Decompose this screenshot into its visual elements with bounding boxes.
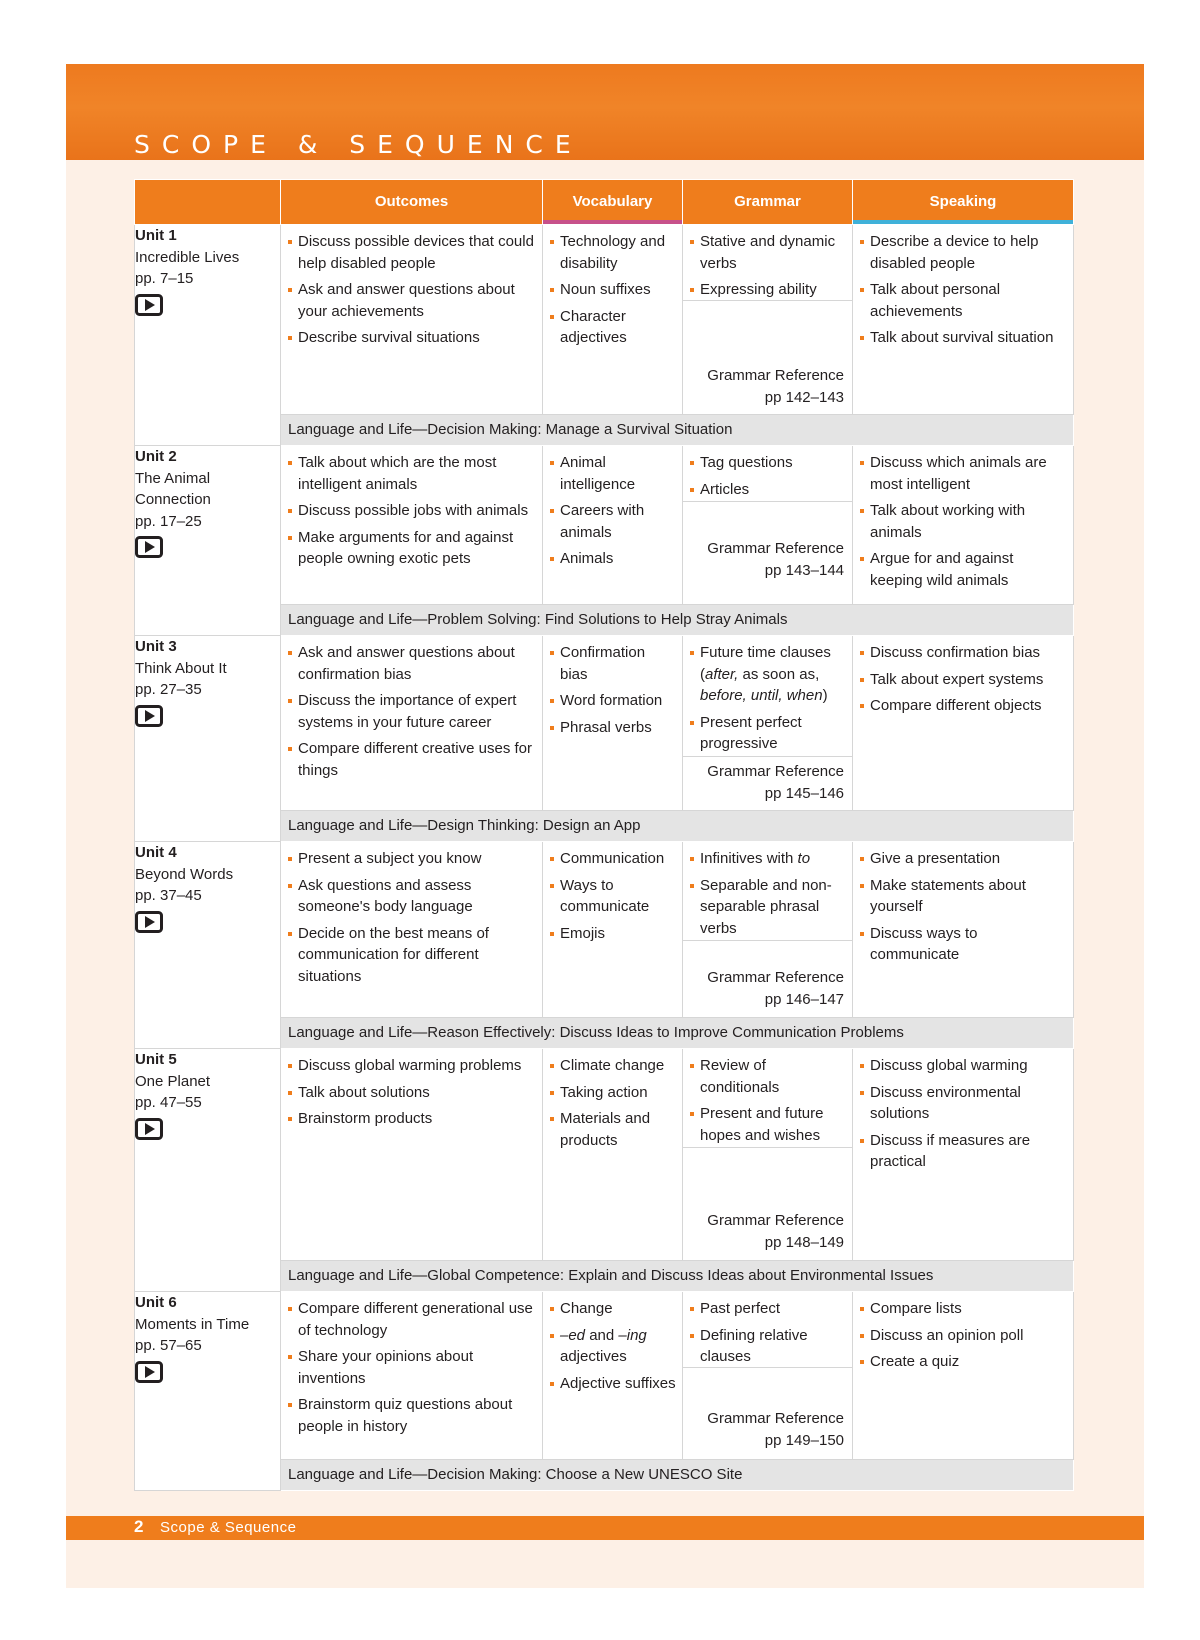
list-item: Word formation [549, 690, 676, 712]
video-play-icon[interactable] [135, 294, 163, 316]
list-item: Communication [549, 848, 676, 870]
list-item: Animal intelligence [549, 452, 676, 495]
speaking-cell [853, 1049, 1074, 1261]
grammar-cell [683, 1292, 853, 1460]
unit-name: Think About It [135, 659, 227, 677]
unit-pages: pp. 27–35 [135, 681, 202, 698]
unit-cell [135, 225, 281, 446]
unit-pages: pp. 7–15 [135, 270, 194, 287]
speaking-cell [853, 1292, 1074, 1460]
unit-row [135, 842, 1074, 1018]
language-and-life-text: Language and Life—Reason Effectively: Discuss Ideas to Improve Communication Problems [281, 1018, 1074, 1049]
list-item: Ask and answer questions about your achievements [287, 279, 536, 322]
language-and-life-text: Language and Life—Global Competence: Explain and Discuss Ideas about Environmental Issues [281, 1261, 1074, 1292]
grammar-reference-label: Grammar Reference [707, 1212, 844, 1229]
vocabulary-cell [543, 636, 683, 811]
list-item: Review of conditionals [689, 1055, 846, 1098]
unit-name: Moments in Time [135, 1315, 250, 1333]
unit-label: Unit 1 [135, 227, 177, 244]
grammar-text: Future time clauses ( [700, 644, 831, 683]
grammar-reference-label: Grammar Reference [707, 969, 844, 986]
grammar-reference-pages: pp 145–146 [764, 784, 844, 802]
vocab-text: and [585, 1326, 619, 1344]
list-item: Argue for and against keeping wild animals [859, 548, 1067, 591]
list-item: Talk about personal achievements [859, 279, 1067, 322]
outcomes-cell [281, 1292, 543, 1460]
list-item: Discuss which animals are most intelligent [859, 452, 1067, 495]
unit-label: Unit 3 [135, 638, 177, 655]
video-play-icon[interactable] [135, 1361, 163, 1383]
list-item: Discuss confirmation bias [859, 642, 1067, 664]
unit-cell [135, 1049, 281, 1292]
list-item: Present perfect progressive [689, 712, 846, 755]
grammar-reference-pages: pp 148–149 [764, 1233, 844, 1251]
unit-row [135, 446, 1074, 605]
list-item: Stative and dynamic verbs [689, 231, 846, 274]
list-item: Discuss global warming [859, 1055, 1067, 1077]
list-item: Present a subject you know [287, 848, 536, 870]
list-item: Make arguments for and against people owning exotic pets [287, 527, 536, 570]
grammar-italic-text: before, until, when [700, 687, 823, 704]
list-item: Careers with animals [549, 500, 676, 543]
speaking-cell [853, 225, 1074, 415]
grammar-reference[interactable] [683, 757, 852, 810]
list-item: Confirmation bias [549, 642, 676, 685]
speaking-cell [853, 446, 1074, 605]
list-item: Noun suffixes [549, 279, 676, 301]
video-play-icon[interactable] [135, 1118, 163, 1140]
table-header-row [135, 180, 1074, 225]
grammar-text: as soon as, [738, 665, 820, 683]
unit-pages: pp. 17–25 [135, 512, 202, 530]
list-item: Brainstorm products [287, 1108, 536, 1130]
grammar-italic-text: to [797, 850, 811, 867]
outcomes-cell [281, 636, 543, 811]
footer-bar [66, 1516, 1144, 1540]
grammar-reference-label: Grammar Reference [707, 367, 844, 384]
grammar-reference[interactable] [683, 301, 852, 414]
vocabulary-cell [543, 842, 683, 1018]
list-item: Ask questions and assess someone's body language [287, 875, 536, 918]
unit-row [135, 225, 1074, 415]
list-item: Character adjectives [549, 306, 676, 349]
unit-name: Incredible Lives [135, 248, 240, 266]
grammar-reference-pages: pp 149–150 [764, 1431, 844, 1449]
list-item: Discuss an opinion poll [859, 1325, 1067, 1347]
list-item: Discuss global warming problems [287, 1055, 536, 1077]
list-item: Give a presentation [859, 848, 1067, 870]
list-item: Talk about solutions [287, 1082, 536, 1104]
grammar-italic-text: after, [705, 665, 739, 683]
list-item: Describe survival situations [287, 327, 536, 349]
grammar-reference[interactable] [683, 1148, 852, 1259]
grammar-cell [683, 636, 853, 811]
list-item: Compare different generational use of technology [287, 1298, 536, 1341]
list-item: Present and future hopes and wishes [689, 1103, 846, 1146]
list-item: Talk about working with animals [859, 500, 1067, 543]
list-item: Decide on the best means of communication for different situations [287, 923, 536, 988]
unit-name: One Planet [135, 1072, 211, 1090]
header-outcomes: Outcomes [281, 180, 543, 225]
grammar-cell [683, 446, 853, 605]
page-title: SCOPE & SEQUENCE [134, 130, 583, 159]
list-item: Discuss if measures are practical [859, 1130, 1067, 1173]
list-item: Taking action [549, 1082, 676, 1104]
grammar-cell [683, 1049, 853, 1261]
list-item: Defining relative clauses [689, 1325, 846, 1368]
list-item: Compare lists [859, 1298, 1067, 1320]
language-and-life-text: Language and Life—Design Thinking: Design an App [281, 811, 1074, 842]
unit-row [135, 1292, 1074, 1460]
list-item: Talk about survival situation [859, 327, 1067, 349]
list-item: Change [549, 1298, 676, 1320]
grammar-reference-label: Grammar Reference [707, 540, 844, 557]
list-item: Expressing ability [689, 279, 846, 301]
outcomes-cell [281, 842, 543, 1018]
header-vocabulary: Vocabulary [543, 180, 683, 225]
grammar-reference-pages: pp 143–144 [764, 561, 844, 579]
list-item: Separable and non-separable phrasal verbs [689, 875, 846, 940]
unit-cell [135, 446, 281, 636]
grammar-reference-label: Grammar Reference [707, 763, 844, 780]
grammar-cell [683, 842, 853, 1018]
vocabulary-cell [543, 1049, 683, 1261]
vocab-text: adjectives [560, 1348, 627, 1365]
list-item: Climate change [549, 1055, 676, 1077]
list-item: Animals [549, 548, 676, 570]
grammar-reference[interactable] [683, 941, 852, 1016]
header-blank [135, 180, 281, 225]
footer-label: Scope & Sequence [160, 1519, 297, 1536]
vocabulary-cell [543, 446, 683, 605]
video-play-icon[interactable] [135, 536, 163, 558]
unit-label: Unit 2 [135, 448, 177, 465]
list-item: Discuss the importance of expert systems in your future career [287, 690, 536, 733]
language-and-life-text: Language and Life—Problem Solving: Find Solutions to Help Stray Animals [281, 605, 1074, 636]
list-item: Discuss ways to communicate [859, 923, 1067, 966]
header-grammar: Grammar [683, 180, 853, 225]
outcomes-cell [281, 225, 543, 415]
video-play-icon[interactable] [135, 705, 163, 727]
list-item [689, 848, 846, 870]
list-item: Discuss environmental solutions [859, 1082, 1067, 1125]
vocab-italic-text: –ing [618, 1326, 647, 1344]
list-item: Talk about which are the most intelligent animals [287, 452, 536, 495]
list-item: Materials and products [549, 1108, 676, 1151]
unit-row [135, 1049, 1074, 1261]
list-item: Ways to communicate [549, 875, 676, 918]
unit-label: Unit 6 [135, 1294, 177, 1311]
scope-sequence-table [134, 179, 1074, 1491]
list-item: Phrasal verbs [549, 717, 676, 739]
unit-cell [135, 842, 281, 1049]
unit-label: Unit 4 [135, 844, 177, 861]
vocab-italic-text: –ed [560, 1326, 586, 1344]
list-item: Talk about expert systems [859, 669, 1067, 691]
video-play-icon[interactable] [135, 911, 163, 933]
list-item: Compare different objects [859, 695, 1067, 717]
list-item: Make statements about yourself [859, 875, 1067, 918]
grammar-reference[interactable] [683, 502, 852, 587]
header-speaking: Speaking [853, 180, 1074, 225]
unit-name: The Animal Connection [135, 469, 211, 508]
language-and-life-text: Language and Life—Decision Making: Choose a New UNESCO Site [281, 1460, 1074, 1491]
list-item: Compare different creative uses for things [287, 738, 536, 781]
unit-label: Unit 5 [135, 1051, 177, 1068]
page-number: 2 [134, 1517, 144, 1536]
grammar-text: Infinitives with [700, 850, 798, 867]
list-item: Discuss possible jobs with animals [287, 500, 536, 522]
list-item: Describe a device to help disabled people [859, 231, 1067, 274]
unit-cell [135, 1292, 281, 1491]
grammar-reference-pages: pp 142–143 [764, 388, 844, 406]
list-item: Articles [689, 479, 846, 501]
speaking-cell [853, 636, 1074, 811]
list-item: Past perfect [689, 1298, 846, 1320]
list-item: Brainstorm quiz questions about people in history [287, 1394, 536, 1437]
header-banner [66, 64, 1144, 160]
list-item: Adjective suffixes [549, 1373, 676, 1395]
unit-pages: pp. 47–55 [135, 1094, 202, 1111]
grammar-text: ) [822, 687, 828, 704]
grammar-cell [683, 225, 853, 415]
language-and-life-text: Language and Life—Decision Making: Manage a Survival Situation [281, 415, 1074, 446]
list-item: Discuss possible devices that could help disabled people [287, 231, 536, 274]
unit-pages: pp. 37–45 [135, 887, 202, 904]
list-item: Ask and answer questions about confirmation bias [287, 642, 536, 685]
grammar-reference-label: Grammar Reference [707, 1410, 844, 1427]
vocabulary-cell [543, 225, 683, 415]
unit-pages: pp. 57–65 [135, 1337, 202, 1354]
list-item [689, 642, 846, 707]
unit-cell [135, 636, 281, 842]
list-item: Share your opinions about inventions [287, 1346, 536, 1389]
vocabulary-cell [543, 1292, 683, 1460]
unit-row [135, 636, 1074, 811]
list-item: Technology and disability [549, 231, 676, 274]
speaking-cell [853, 842, 1074, 1018]
list-item: Tag questions [689, 452, 846, 474]
grammar-reference-pages: pp 146–147 [764, 990, 844, 1008]
list-item [549, 1325, 676, 1368]
unit-name: Beyond Words [135, 865, 234, 883]
list-item: Create a quiz [859, 1351, 1067, 1373]
outcomes-cell [281, 1049, 543, 1261]
outcomes-cell [281, 446, 543, 605]
grammar-reference[interactable] [683, 1368, 852, 1457]
list-item: Emojis [549, 923, 676, 945]
